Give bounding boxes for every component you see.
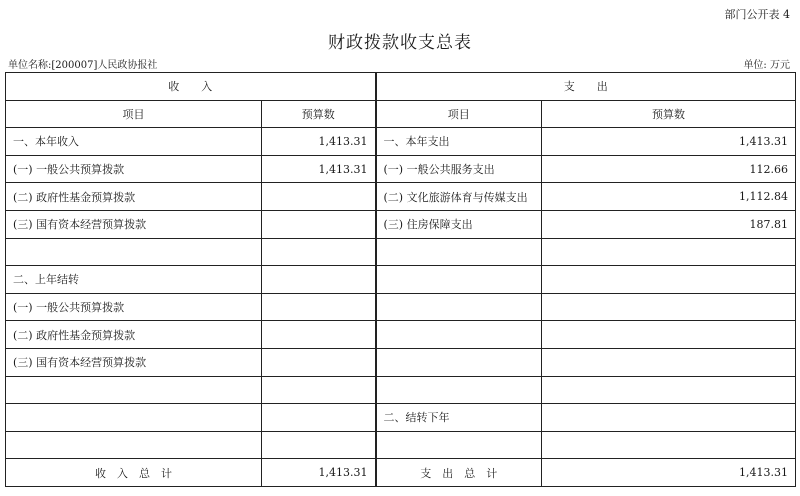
income-value-cell (262, 376, 376, 404)
income-value-cell (262, 404, 376, 432)
income-item-cell: 一、本年收入 (6, 128, 262, 156)
income-item-cell (6, 376, 262, 404)
table-row (6, 404, 796, 432)
expense-total-label: 支 出 总 计 (376, 459, 542, 487)
expense-value-cell (542, 404, 796, 432)
expense-header: 支 出 (376, 73, 796, 101)
expense-item-cell (376, 266, 542, 294)
table-row (6, 266, 796, 294)
income-total-label: 收 入 总 计 (6, 459, 262, 487)
income-total-value: 1,413.31 (262, 459, 376, 487)
expense-value-cell (542, 238, 796, 266)
expense-item-cell (376, 238, 542, 266)
income-value-cell (262, 293, 376, 321)
expense-item-cell (376, 376, 542, 404)
expense-value-cell (542, 321, 796, 349)
table-row (6, 321, 796, 349)
table-row (6, 183, 796, 211)
page-title: 财政拨款收支总表 (328, 33, 472, 53)
table-row (6, 155, 796, 183)
finance-table-body (6, 73, 796, 487)
income-value-cell (262, 238, 376, 266)
expense-item-cell: (一) 一般公共服务支出 (376, 155, 542, 183)
income-item-cell: (二) 政府性基金预算拨款 (6, 183, 262, 211)
income-item-cell (6, 404, 262, 432)
income-header: 收 入 (6, 73, 376, 101)
income-value-cell (262, 266, 376, 294)
table-row (6, 210, 796, 238)
income-value-cell: 1,413.31 (262, 128, 376, 156)
income-value-cell (262, 210, 376, 238)
expense-item-cell: (二) 文化旅游体育与传媒支出 (376, 183, 542, 211)
income-item-cell: 二、上年结转 (6, 266, 262, 294)
income-item-cell: (二) 政府性基金预算拨款 (6, 321, 262, 349)
column-header-row (6, 100, 796, 128)
document-code: 部门公开表 4 (724, 8, 790, 21)
table-row (6, 348, 796, 376)
income-item-cell (6, 238, 262, 266)
income-item-cell (6, 431, 262, 459)
table-row (6, 238, 796, 266)
expense-value-cell (542, 431, 796, 459)
expense-item-header: 项目 (376, 100, 542, 128)
expense-value-cell: 112.66 (542, 155, 796, 183)
expense-item-cell (376, 431, 542, 459)
expense-item-cell: (三) 住房保障支出 (376, 210, 542, 238)
expense-item-cell (376, 321, 542, 349)
table-row (6, 128, 796, 156)
income-item-cell: (一) 一般公共预算拨款 (6, 293, 262, 321)
expense-item-cell: 二、结转下年 (376, 404, 542, 432)
expense-value-cell (542, 293, 796, 321)
expense-value-cell: 187.81 (542, 210, 796, 238)
table-row (6, 376, 796, 404)
expense-value-cell (542, 266, 796, 294)
expense-value-cell (542, 348, 796, 376)
expense-budget-header: 预算数 (542, 100, 796, 128)
expense-total-value: 1,413.31 (542, 459, 796, 487)
section-header-row (6, 73, 796, 101)
finance-table (5, 72, 796, 487)
income-budget-header: 预算数 (262, 100, 376, 128)
expense-value-cell (542, 376, 796, 404)
income-value-cell (262, 348, 376, 376)
income-value-cell (262, 431, 376, 459)
income-item-cell: (三) 国有资本经营预算拨款 (6, 210, 262, 238)
total-row (6, 459, 796, 487)
income-value-cell: 1,413.31 (262, 155, 376, 183)
expense-value-cell: 1,112.84 (542, 183, 796, 211)
expense-value-cell: 1,413.31 (542, 128, 796, 156)
income-value-cell (262, 321, 376, 349)
income-item-cell: (一) 一般公共预算拨款 (6, 155, 262, 183)
unit-name: 单位名称:[200007]人民政协报社 (8, 60, 158, 71)
expense-item-cell: 一、本年支出 (376, 128, 542, 156)
table-row (6, 431, 796, 459)
unit-label: 单位: 万元 (743, 60, 790, 71)
expense-item-cell (376, 293, 542, 321)
income-value-cell (262, 183, 376, 211)
table-row (6, 293, 796, 321)
income-item-header: 项目 (6, 100, 262, 128)
expense-item-cell (376, 348, 542, 376)
income-item-cell: (三) 国有资本经营预算拨款 (6, 348, 262, 376)
